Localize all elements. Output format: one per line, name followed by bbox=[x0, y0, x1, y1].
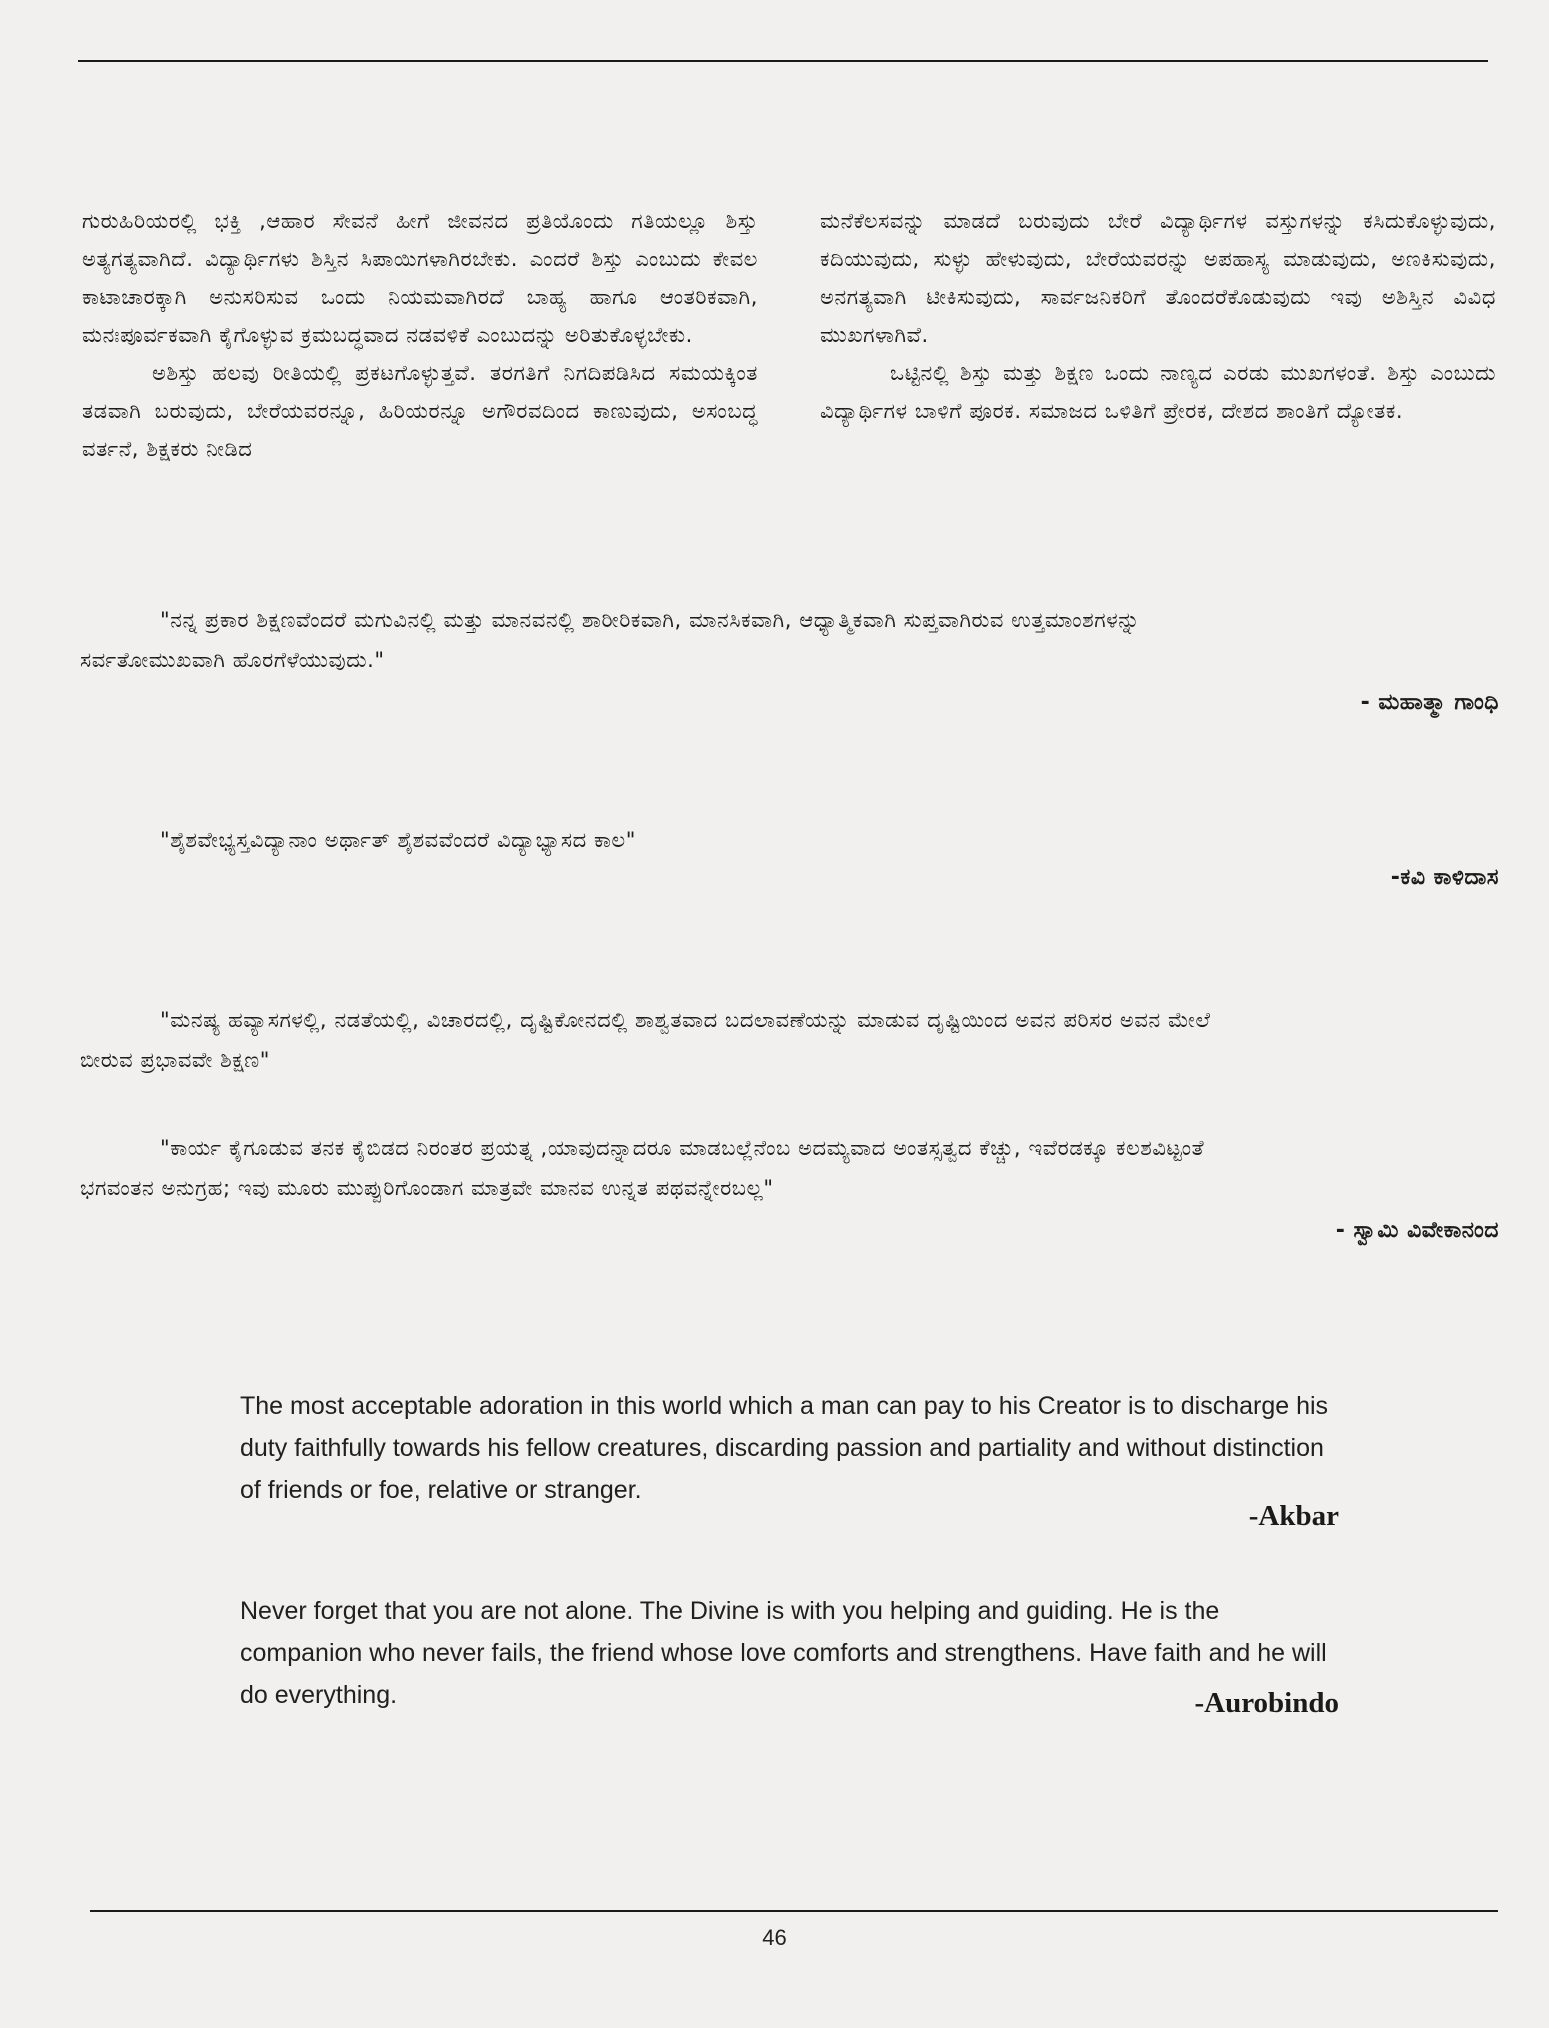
quote-gandhi bbox=[80, 600, 1500, 680]
english-author-aurobindo: -Aurobindo bbox=[1194, 1687, 1339, 1719]
left-column bbox=[82, 202, 758, 468]
top-rule bbox=[78, 60, 1488, 62]
quote-line: "ನನ್ನ ಪ್ರಕಾರ ಶಿಕ್ಷಣವೆಂದರೆ ಮಗುವಿನಲ್ಲಿ ಮತ್ತು ಮಾನವನಲ್ಲಿ ಶಾರೀರಿಕವಾಗಿ, ಮಾನಸಿಕವಾಗಿ, ಆಧ್ಯಾತ್ಮಿಕವಾಗಿ ಸುಪ್ತವಾಗಿರುವ ಉತ್ತಮಾಂಶಗಳನ್ನು bbox=[160, 608, 1140, 632]
quote-line: ಭಗವಂತನ ಅನುಗ್ರಹ; ಇವು ಮೂರು ಮುಪ್ಪುರಿಗೊಂಡಾಗ ಮಾತ್ರವೇ ಮಾನವ ಉನ್ನತ ಪಥವನ್ನೇರಬಲ್ಲ" bbox=[80, 1176, 774, 1200]
right-column bbox=[820, 202, 1496, 430]
right-paragraph-1: ಮನೆಕೆಲಸವನ್ನು ಮಾಡದೆ ಬರುವುದು ಬೇರೆ ವಿದ್ಯಾರ್ಥಿಗಳ ವಸ್ತುಗಳನ್ನು ಕಸಿದುಕೊಳ್ಳುವುದು, ಕದಿಯುವುದು, ಸುಳ್ಳು ಹೇಳುವುದು, ಬೇರೆಯವರನ್ನು ಅಪಹಾಸ್ಯ ಮಾಡುವುದು, ಅಣಕಿಸುವುದು, ಅನಗತ್ಯವಾಗಿ ಟೀಕಿಸುವುದು, ಸಾರ್ವಜನಿಕರಿಗೆ ತೊಂದರೆಕೊಡುವುದು ಇವು ಅಶಿಸ್ತಿನ ವಿವಿಧ ಮುಖಗಳಾಗಿವೆ. bbox=[820, 209, 1496, 347]
quote-kalidasa bbox=[160, 820, 1500, 860]
quote-line: "ಕಾರ್ಯ ಕೈಗೂಡುವ ತನಕ ಕೈಬಿಡದ ನಿರಂತರ ಪ್ರಯತ್ನ ,ಯಾವುದನ್ನಾದರೂ ಮಾಡಬಲ್ಲೆನೆಂಬ ಅದಮ್ಯವಾದ ಅಂತಸ್ಸತ್ವದ ಕೆಚ್ಚು, ಇವೆರಡಕ್ಕೂ ಕಲಶವಿಟ್ಟಂತೆ bbox=[160, 1136, 1205, 1160]
right-paragraph-2: ಒಟ್ಟಿನಲ್ಲಿ ಶಿಸ್ತು ಮತ್ತು ಶಿಕ್ಷಣ ಒಂದು ನಾಣ್ಯದ ಎರಡು ಮುಖಗಳಂತೆ. ಶಿಸ್ತು ಎಂಬುದು ವಿದ್ಯಾರ್ಥಿಗಳ ಬಾಳಿಗೆ ಪೂರಕ. ಸಮಾಜದ ಒಳಿತಿಗೆ ಪ್ರೇರಕ, ದೇಶದ ಶಾಂತಿಗೆ ದ್ಯೋತಕ. bbox=[820, 361, 1496, 423]
quote-author-gandhi: - ಮಹಾತ್ಮಾ ಗಾಂಧಿ bbox=[1360, 690, 1499, 715]
english-quote-akbar: The most acceptable adoration in this world which a man can pay to his Creator is to discharge his duty faithfully towards his fellow creatures, discarding passion and partiality and without distinction of friends or foe, relative or stranger. bbox=[240, 1392, 1329, 1504]
page-number: 46 bbox=[762, 1925, 787, 1950]
quote-line: "ಶೈಶವೇಭ್ಯಸ್ತವಿದ್ಯಾನಾಂ ಅರ್ಥಾತ್ ಶೈಶವವೆಂದರೆ ವಿದ್ಯಾಭ್ಯಾಸದ ಕಾಲ" bbox=[160, 828, 636, 852]
quote-education bbox=[80, 1000, 1500, 1080]
english-author-akbar: -Akbar bbox=[1248, 1500, 1339, 1532]
left-paragraph-2: ಅಶಿಸ್ತು ಹಲವು ರೀತಿಯಲ್ಲಿ ಪ್ರಕಟಗೊಳ್ಳುತ್ತವೆ. ತರಗತಿಗೆ ನಿಗದಿಪಡಿಸಿದ ಸಮಯಕ್ಕಿಂತ ತಡವಾಗಿ ಬರುವುದು, ಬೇರೆಯವರನ್ನೂ, ಹಿರಿಯರನ್ನೂ ಅಗೌರವದಿಂದ ಕಾಣುವುದು, ಅಸಂಬದ್ಧ ವರ್ತನೆ, ಶಿಕ್ಷಕರು ನೀಡಿದ bbox=[82, 361, 758, 461]
quote-line: "ಮನಷ್ಯ ಹವ್ಯಾಸಗಳಲ್ಲಿ, ನಡತೆಯಲ್ಲಿ, ವಿಚಾರದಲ್ಲಿ, ದೃಷ್ಟಿಕೋನದಲ್ಲಿ ಶಾಶ್ವತವಾದ ಬದಲಾವಣೆಯನ್ನು ಮಾಡುವ ದೃಷ್ಟಿಯಿಂದ ಅವನ ಪರಿಸರ ಅವನ ಮೇಲೆ bbox=[160, 1008, 1211, 1032]
quote-line: ಬೀರುವ ಪ್ರಭಾವವೇ ಶಿಕ್ಷಣ" bbox=[80, 1048, 271, 1072]
quote-line: ಸರ್ವತೋಮುಖವಾಗಿ ಹೊರಗೆಳೆಯುವುದು." bbox=[80, 648, 385, 672]
bottom-rule bbox=[90, 1910, 1498, 1912]
quote-author-kalidasa: -ಕವಿ ಕಾಳಿದಾಸ bbox=[1390, 865, 1499, 890]
quote-vivekananda bbox=[80, 1128, 1500, 1208]
quote-author-vivekananda: - ಸ್ವಾಮಿ ವಿವೇಕಾನಂದ bbox=[1335, 1218, 1499, 1243]
english-quote-aurobindo: Never forget that you are not alone. The Divine is with you helping and guiding. He is the companion who never fails, the friend whose love comforts and strengthens. Have faith and he will do everything. bbox=[240, 1597, 1327, 1709]
left-paragraph-1: ಗುರುಹಿರಿಯರಲ್ಲಿ ಭಕ್ತಿ ,ಆಹಾರ ಸೇವನೆ ಹೀಗೆ ಜೀವನದ ಪ್ರತಿಯೊಂದು ಗತಿಯಲ್ಲೂ ಶಿಸ್ತು ಅತ್ಯಗತ್ಯವಾಗಿದೆ. ವಿದ್ಯಾರ್ಥಿಗಳು ಶಿಸ್ತಿನ ಸಿಪಾಯಿಗಳಾಗಿರಬೇಕು. ಎಂದರೆ ಶಿಸ್ತು ಎಂಬುದು ಕೇವಲ ಕಾಟಾಚಾರಕ್ಕಾಗಿ ಅನುಸರಿಸುವ ಒಂದು ನಿಯಮವಾಗಿರದೆ ಬಾಹ್ಯ ಹಾಗೂ ಆಂತರಿಕವಾಗಿ, ಮನಃಪೂರ್ವಕವಾಗಿ ಕೈಗೊಳ್ಳುವ ಕ್ರಮಬದ್ಧವಾದ ನಡವಳಿಕೆ ಎಂಬುದನ್ನು ಅರಿತುಕೊಳ್ಳಬೇಕು. bbox=[82, 209, 758, 347]
